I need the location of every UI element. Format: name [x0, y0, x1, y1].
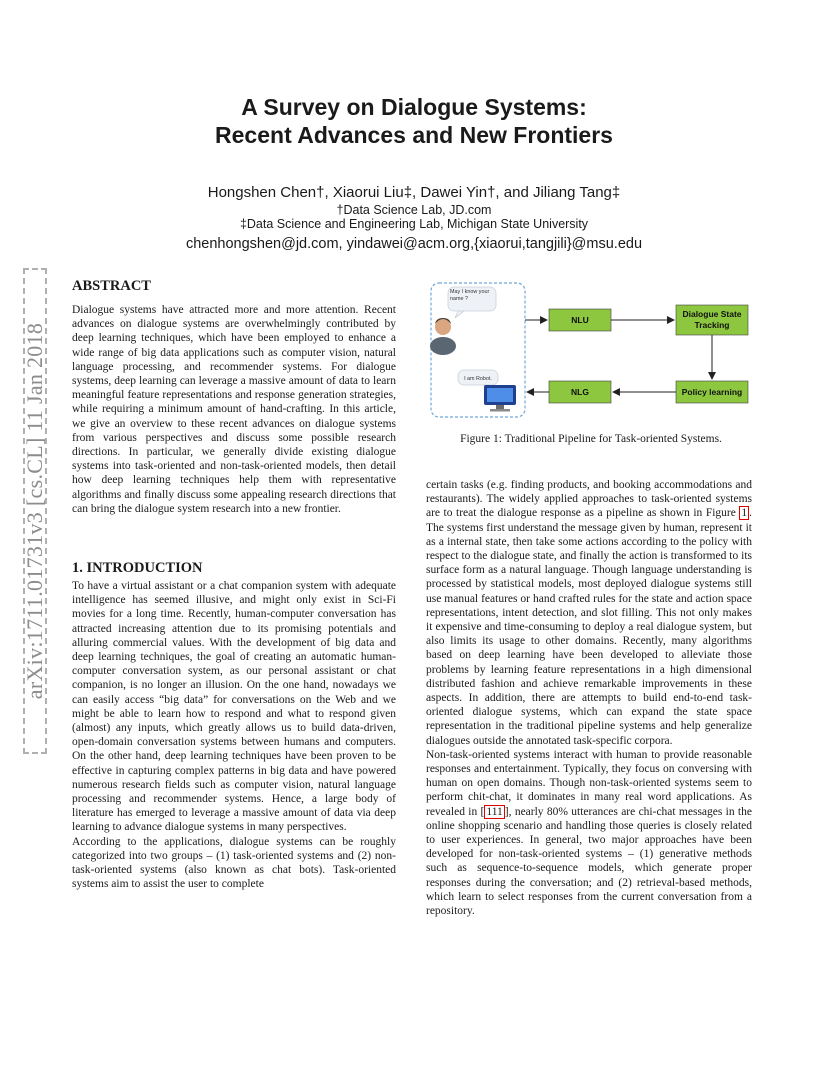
arxiv-identifier: arXiv:1711.01731v3 [cs.CL] 11 Jan 2018	[22, 322, 47, 700]
robot-bubble-text: I am Robot.	[464, 376, 492, 382]
abstract-body	[72, 303, 396, 516]
nlu-label: NLU	[571, 315, 589, 325]
abstract-text: Dialogue systems have attracted more and more attention. Recent advances on dialogue systems are overwhelmingly contributed by deep learning techniques, which have been employed to enhance a wide range of big data applications such as computer vision, natural language processing, and recommender systems. For dialogue systems, deep learning can leverage a massive amount of data to learn meaningful feature representations and response generation strategies, while requiring a minimum amount of hand-crafting. In this article, we give an overview to these recent advances on dialogue systems from various perspectives and discuss some possible research directions. In particular, we generally divide existing dialogue systems into task-oriented and non-task-oriented models, then detail how deep learning techniques help them with representative algorithms and finally discuss some appealing research directions that can bring the dialogue system research into a new frontier.	[72, 304, 396, 515]
paper-title-line1: A Survey on Dialogue Systems:	[241, 94, 587, 120]
right-p2-text-b: , nearly 80% utterances are chi-chat messages in the online shopping scenario and handling those queries is closely related to user experiences. In general, two major approaches have been developed for non-task-oriented systems – (1) generative methods such as sequence-to-sequence models, which generate proper responses during the conversation; and (2) retrieval-based methods, which learn to select responses from the current conversation from a repository.	[426, 805, 752, 918]
right-paragraph-2: Non-task-oriented systems interact with human to provide reasonable responses and entertainment. Typically, they focus on conversing with human on open domains. Though non-task-oriented systems seem to perform chit-chat, it dominates in many real word applications. As revealed in [ 111 ], nearly 80% utterances are chi-chat messages in the online shopping scenario and handling those queries is closely related to user experiences. In general, two major approaches have been developed for non-task-oriented systems – (1) generative methods such as sequence-to-sequence models, which generate proper responses during the conversation; and (2) retrieval-based methods, which learn to select responses from the current conversation from a repository.	[426, 748, 752, 918]
introduction-heading: 1. INTRODUCTION	[72, 560, 203, 576]
figure-caption: Figure 1: Traditional Pipeline for Task-oriented Systems.	[460, 433, 722, 445]
right-paragraph-1	[426, 478, 752, 748]
user-avatar-icon	[430, 318, 456, 355]
right-p1-text-a: certain tasks (e.g. finding products, and booking accommodations and restaurants). The widely applied approaches to task-oriented systems are to treat the dialogue response as a pipeline as shown in Figure	[426, 479, 752, 520]
paper-title-line2: Recent Advances and New Frontiers	[215, 122, 613, 148]
affiliation-jd: †Data Science Lab, JD.com	[336, 203, 492, 217]
user-speech-bubble	[448, 287, 496, 318]
nlg-label: NLG	[571, 387, 589, 397]
figure-1-ref-link[interactable]: 1	[741, 507, 748, 520]
dialogue-state-tracking-label: Dialogue State Tracking	[682, 309, 742, 330]
introduction-paragraph-2: According to the applications, dialogue systems can be roughly categorized into two groups – (1) task-oriented systems and (2) non-task-oriented systems (also known as chat bots). Task-oriented systems aim to assist the user to complete	[72, 835, 396, 891]
abstract-heading: ABSTRACT	[72, 278, 151, 294]
author-emails: chenhongshen@jd.com, yindawei@acm.org,{xiaorui,tangjili}@msu.edu	[185, 236, 643, 252]
paper-title	[0, 93, 828, 149]
introduction-paragraph-1: To have a virtual assistant or a chat companion system with adequate intelligence has seemed illusive, and might only exist in Sci-Fi movies for a long time. Recently, human-computer conversation has attracted increasing attention due to its promising potentials and alluring commercial values. With the development of big data and deep learning techniques, the goal of creating an automatic human-computer conversation system, as our personal assistant or chat companion, is no longer an illusion. On the one hand, nowadays we can easily access “big data” for conversations on the Web and we might be able to learn how to respond and what to respond given (almost) any inputs, which greatly allows us to build data-driven, open-domain conversation systems between humans and computers. On the other hand, deep learning techniques have been proven to be effective in capturing complex patterns in big data and have powered numerous research fields such as computer vision, natural language processing and recommender systems. Hence, a large body of literature has emerged to leverage a massive amount of data via deep learning to advance dialogue systems in many perspectives.	[72, 580, 396, 834]
pipeline-figure	[426, 278, 756, 420]
right-p1-text-b: . The systems first understand the message given by human, represent it as a internal state, then take some actions according to the policy with respect to the dialogue state, and finally the action is transformed to its surface form as a natural language. Though language understanding is processed by statistical models, most deployed dialogue systems still use manual features or hand crafted rules for the state and action space representations, intent detection, and slot filling. This not only makes it expensive and time-consuming to deploy a real dialogue system, but also limits its usage to other domains. Recently, many algorithms based on deep learning have been developed to alleviate those problems by learning feature representations in a high dimensional distributed fashion and achieve remarkable improvements in these aspects. In addition, there are attempts to build end-to-end task-oriented dialogue systems, which can expand the state space representation in the traditional pipeline systems and help generalize dialogues outside the annotated task-specific corpora.	[426, 507, 752, 747]
user-bubble-text: May I know your name ?	[450, 289, 490, 302]
author-list: Hongshen Chen†, Xiaorui Liu‡, Dawei Yin†, and Jiliang Tang‡	[207, 184, 621, 201]
right-p2-text-a: Non-task-oriented systems interact with human to provide reasonable responses and entertainment. Typically, they focus on conversing with human on open domains. Though non-task-oriented systems seem to perform chit-chat, it dominates in many real word applications. As revealed in	[426, 748, 752, 818]
citation-111-link[interactable]: 111	[486, 805, 503, 818]
introduction-body	[72, 579, 396, 891]
policy-learning-label: Policy learning	[681, 387, 743, 397]
right-column-body	[426, 478, 752, 918]
computer-monitor-icon	[484, 385, 516, 412]
affiliation-msu: ‡Data Science and Engineering Lab, Michigan State University	[239, 217, 589, 231]
